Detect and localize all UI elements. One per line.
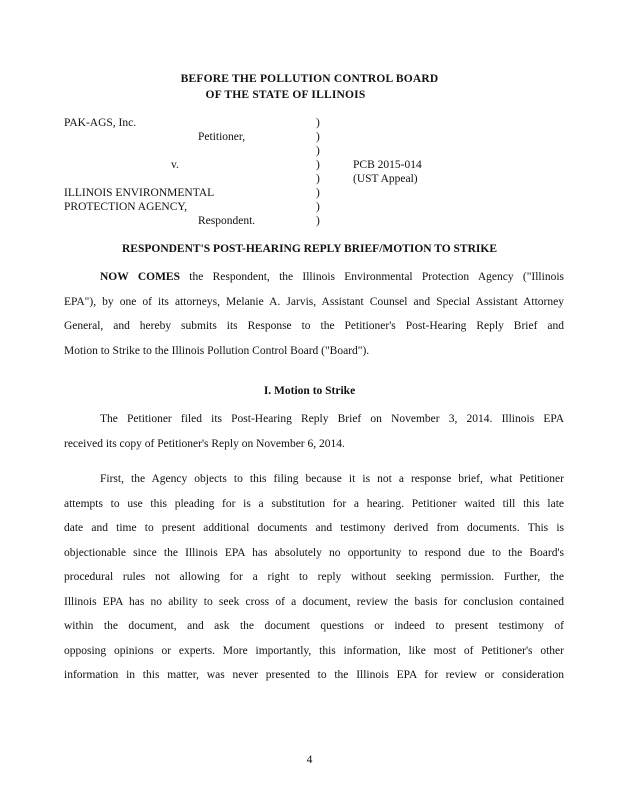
section-heading: I. Motion to Strike bbox=[263, 385, 356, 397]
para2-line: procedural rules not allowing for a right to reply without seeking permission. Further, the bbox=[64, 571, 564, 583]
para2-line: Illinois EPA has no ability to seek cross of a document, review the basis for conclusion contained bbox=[64, 595, 564, 608]
paragraph-2 bbox=[64, 467, 564, 688]
para1-line: received its copy of Petitioner's Reply on November 6, 2014. bbox=[64, 437, 345, 450]
para2-line: information in this matter, was never presented to the Illinois EPA for review or consideration bbox=[64, 669, 564, 681]
case-number: PCB 2015-014 bbox=[353, 159, 422, 171]
intro-line bbox=[64, 265, 564, 290]
respondent-role: Respondent. bbox=[198, 215, 256, 227]
caption-brace: ) bbox=[316, 131, 320, 143]
caption-brace: ) bbox=[316, 215, 320, 227]
para2-line: date and time to present additional documents and testimony derived from documents. This is bbox=[64, 522, 564, 534]
petitioner-role: Petitioner, bbox=[198, 131, 246, 143]
court-state: OF THE STATE OF ILLINOIS bbox=[205, 89, 366, 101]
intro-lead: NOW COMES bbox=[100, 271, 180, 283]
para2-line: First, the Agency objects to this filing because it is not a response brief, what Petitioner bbox=[100, 473, 564, 485]
caption-brace: ) bbox=[316, 187, 320, 199]
intro-line: General, and hereby submits its Response to the Petitioner's Post-Hearing Reply Brief and bbox=[64, 320, 564, 332]
petitioner-name: PAK-AGS, Inc. bbox=[64, 117, 137, 129]
para1-line: The Petitioner filed its Post-Hearing Reply Brief on November 3, 2014. Illinois EPA bbox=[100, 413, 564, 425]
respondent-name-line2: PROTECTION AGENCY, bbox=[64, 201, 188, 213]
para2-line: objectionable since the Illinois EPA has absolutely no opportunity to respond due to the Board's bbox=[64, 546, 564, 559]
document-title: RESPONDENT'S POST-HEARING REPLY BRIEF/MOTION TO STRIKE bbox=[121, 243, 497, 255]
para2-line: opposing opinions or experts. More importantly, this information, like most of Petitioner's other bbox=[64, 644, 564, 657]
respondent-name-line1: ILLINOIS ENVIRONMENTAL bbox=[64, 187, 215, 199]
paragraph-1 bbox=[64, 407, 564, 456]
versus: v. bbox=[171, 159, 179, 171]
caption-brace: ) bbox=[316, 201, 320, 213]
case-type: (UST Appeal) bbox=[353, 173, 418, 185]
intro-line: EPA"), by one of its attorneys, Melanie A. Jarvis, Assistant Counsel and Special Assistant Attorney bbox=[64, 295, 564, 308]
para2-line: within the document, and ask the document questions or indeed to present testimony of bbox=[64, 620, 564, 632]
page-number: 4 bbox=[306, 754, 313, 766]
para2-line: attempts to use this pleading for is a substitution for a hearing. Petitioner waited till this late bbox=[64, 497, 564, 510]
caption-brace: ) bbox=[316, 159, 320, 171]
caption-brace: ) bbox=[316, 117, 320, 129]
intro-line-text: the Respondent, the Illinois Environmental Protection Agency ("Illinois bbox=[180, 271, 564, 283]
caption-brace: ) bbox=[316, 145, 320, 157]
caption-brace: ) bbox=[316, 173, 320, 185]
intro-line: Motion to Strike to the Illinois Pollution Control Board ("Board"). bbox=[64, 344, 370, 357]
court-name: BEFORE THE POLLUTION CONTROL BOARD bbox=[180, 73, 439, 85]
intro-paragraph bbox=[64, 265, 564, 363]
